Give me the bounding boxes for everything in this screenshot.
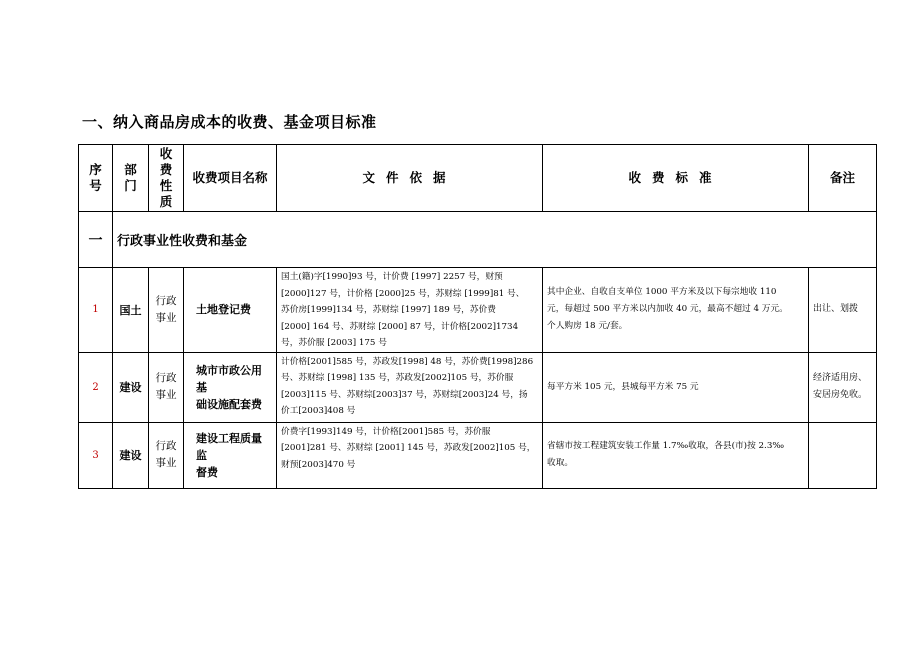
basis-line: 国土(籍)字[1990]93 号，计价费 [1997] 2257 号，财预 <box>281 272 503 282</box>
table-row <box>79 352 877 422</box>
basis-line: [2003]115 号、苏财综[2003]37 号，苏财综[2003]24 号，扬 <box>281 389 528 400</box>
nature-line: 事业 <box>155 457 177 469</box>
row-basis <box>277 268 543 353</box>
row-standard <box>543 422 809 488</box>
row-item-name <box>184 268 277 353</box>
remark-line: 经济适用房、 <box>813 373 868 383</box>
row-dept: 国土 <box>113 268 149 353</box>
basis-line: [2001]281 号、苏财综 [2001] 145 号，苏政发[2002]105 号， <box>281 443 536 453</box>
fee-standards-table <box>78 144 877 489</box>
basis-line: 计价格[2001]585 号，苏政发[1998] 48 号，苏价费[1998]286 <box>281 356 534 367</box>
basis-line: [2000]127 号，计价格 [2000]25 号，苏财综 [1999]81 号、 <box>281 288 525 299</box>
header-remark: 备注 <box>809 145 877 212</box>
nature-line: 行政 <box>155 440 177 452</box>
standard-line: 元，每超过 500 平方米以内加收 40 元，最高不超过 4 万元。 <box>547 304 788 315</box>
item-name-line: 土地登记费 <box>196 303 251 317</box>
item-name-line: 础设施配套费 <box>196 397 262 411</box>
header-basis: 文件依据 <box>277 145 543 212</box>
basis-line: 财预[2003]470 号 <box>281 459 356 470</box>
section-row <box>79 212 877 268</box>
row-dept: 建设 <box>113 352 149 422</box>
header-seq-char: 序 <box>89 162 102 177</box>
basis-line: 号、苏财综 [1998] 135 号，苏政发[2002]105 号，苏价服 <box>281 373 514 383</box>
row-item-name <box>184 422 277 488</box>
header-nature-char: 收 <box>159 146 173 161</box>
row-dept: 建设 <box>113 422 149 488</box>
basis-line: 苏价房[1999]134 号，苏财综 [1997] 189 号，苏价费 <box>281 305 496 315</box>
standard-line: 个人购房 18 元/套。 <box>547 321 628 332</box>
item-name-line: 建设工程质量监 <box>196 431 262 462</box>
remark-line: 出让、划拨 <box>813 304 859 315</box>
table-header-row <box>79 145 877 212</box>
basis-line: [2000] 164 号、苏财综 [2000] 87 号，计价格[2002]1734 <box>281 321 519 332</box>
row-remark <box>809 268 877 353</box>
row-item-name <box>184 352 277 422</box>
nature-line: 行政 <box>155 372 177 384</box>
remark-line: 安居房免收。 <box>813 390 868 400</box>
nature-line: 行政 <box>155 294 177 307</box>
row-remark <box>809 352 877 422</box>
row-standard <box>543 268 809 353</box>
header-dept-char: 部 <box>124 162 137 177</box>
header-nature-char: 性 <box>159 178 173 193</box>
nature-line: 事业 <box>155 311 177 324</box>
row-remark <box>809 422 877 488</box>
row-basis <box>277 422 543 488</box>
table-row <box>79 422 877 488</box>
header-dept-char: 门 <box>124 178 137 193</box>
row-number: 1 <box>79 268 113 353</box>
basis-line: 价工[2003]408 号 <box>281 406 356 416</box>
standard-line: 收取。 <box>547 458 574 468</box>
table-row <box>79 268 877 353</box>
row-standard <box>543 352 809 422</box>
section-title: 行政事业性收费和基金 <box>113 212 877 268</box>
header-dept <box>113 145 149 212</box>
standard-line: 省辖市按工程建筑安装工作量 1.7‰收取，各县(市)按 2.3‰ <box>547 441 784 451</box>
standard-line: 每平方米 105 元，县城每平方米 75 元 <box>547 381 699 392</box>
document-title: 一、纳入商品房成本的收费、基金项目标准 <box>82 113 377 131</box>
standard-line: 其中企业、自收自支单位 1000 平方米及以下每宗地收 110 <box>547 287 777 298</box>
basis-line: 价费字[1993]149 号，计价格[2001]585 号，苏价服 <box>281 426 491 437</box>
row-number: 3 <box>79 422 113 488</box>
header-seq <box>79 145 113 212</box>
row-nature <box>149 422 184 488</box>
header-seq-char: 号 <box>89 178 102 193</box>
header-nature-char: 质 <box>159 194 173 209</box>
item-name-line: 城市市政公用基 <box>196 363 262 394</box>
row-number: 2 <box>79 352 113 422</box>
header-standard: 收费标准 <box>543 145 809 212</box>
row-nature <box>149 352 184 422</box>
row-basis <box>277 352 543 422</box>
basis-line: 号，苏价服 [2003] 175 号 <box>281 338 387 348</box>
section-number: 一 <box>79 212 113 268</box>
row-nature <box>149 268 184 353</box>
header-nature-char: 费 <box>159 162 173 177</box>
item-name-line: 督费 <box>196 465 218 479</box>
header-nature <box>149 145 184 212</box>
header-item-name: 收费项目名称 <box>184 145 277 212</box>
nature-line: 事业 <box>155 389 177 401</box>
